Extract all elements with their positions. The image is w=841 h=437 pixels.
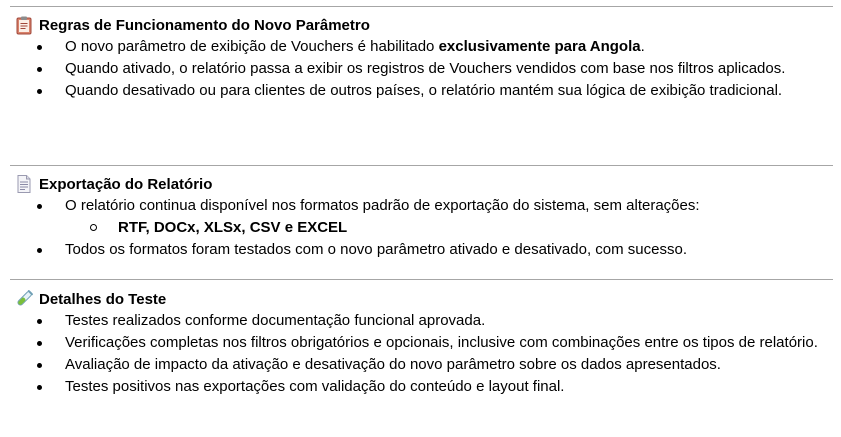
bullet-list — [10, 310, 833, 398]
section-export — [10, 173, 833, 261]
section-divider-top — [10, 6, 833, 7]
sub-list — [10, 217, 833, 239]
list-item: Avaliação de impacto da ativação e desativação do novo parâmetro sobre os dados apresentados. — [10, 354, 835, 376]
section-title: Exportação do Relatório — [39, 175, 213, 193]
list-item: Todos os formatos foram testados com o novo parâmetro ativado e desativado, com sucesso. — [10, 239, 835, 261]
document-icon — [14, 174, 34, 194]
emphasis-text: exclusivamente para Angola — [438, 38, 641, 55]
section-title: Regras de Funcionamento do Novo Parâmetro — [39, 16, 370, 34]
list-item: O relatório continua disponível nos formatos padrão de exportação do sistema, sem alterações: — [10, 195, 835, 217]
sub-list-item: RTF, DOCx, XLSx, CSV e EXCEL — [10, 217, 833, 239]
bullet-list-continued — [10, 239, 833, 261]
clipboard-icon — [14, 15, 34, 35]
section-divider — [10, 279, 833, 280]
list-item: Testes realizados conforme documentação funcional aprovada. — [10, 310, 835, 332]
section-test-details — [10, 288, 833, 398]
list-item: O novo parâmetro de exibição de Vouchers é habilitado exclusivamente para Angola. — [10, 36, 835, 58]
list-item: Quando desativado ou para clientes de outros países, o relatório mantém sua lógica de exibição tradicional. — [10, 80, 835, 102]
list-item: Verificações completas nos filtros obrigatórios e opcionais, inclusive com combinações entre os tipos de relatório. — [10, 332, 835, 354]
section-rules — [10, 14, 833, 102]
section-divider — [10, 165, 833, 166]
test-tube-icon — [14, 289, 34, 309]
section-heading — [10, 14, 833, 36]
bullet-list — [10, 195, 833, 217]
section-heading — [10, 288, 833, 310]
list-item: Quando ativado, o relatório passa a exibir os registros de Vouchers vendidos com base nos filtros aplicados. — [10, 58, 835, 80]
section-heading — [10, 173, 833, 195]
bullet-list — [10, 36, 833, 102]
section-title: Detalhes do Teste — [39, 290, 167, 308]
list-item: Testes positivos nas exportações com validação do conteúdo e layout final. — [10, 376, 835, 398]
